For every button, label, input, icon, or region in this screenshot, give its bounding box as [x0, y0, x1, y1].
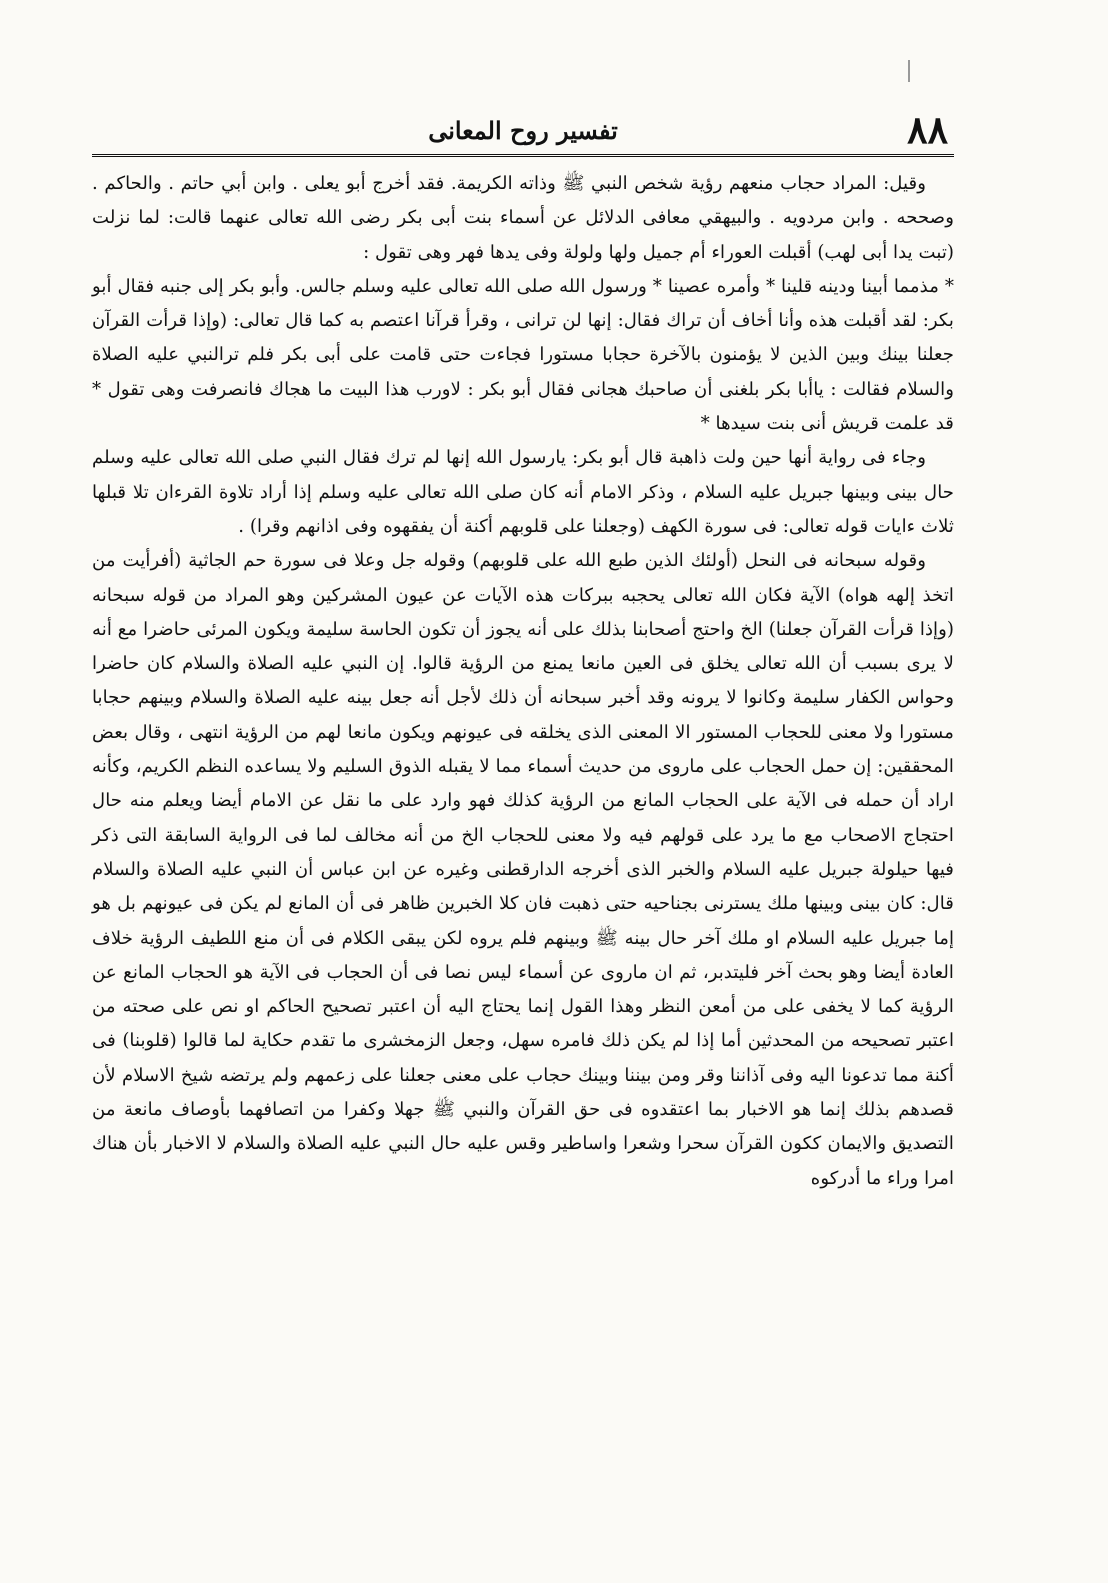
book-page: [92, 108, 954, 1548]
page-header: [92, 108, 954, 157]
scan-mark: [908, 60, 910, 82]
paragraph: وجاء فى رواية أنها حين ولت ذاهبة قال أبو بكر: يارسول الله إنها لم ترك فقال النبي صلى الله تعالى عليه وسلم حال بينى وبينها جبريل عليه السلام ، وذكر الامام أنه كان صلى الله تعالى عليه وسلم إذا أراد تلاوة القرءان تلا قبلها ثلاث ءايات قوله تعالى: فى سورة الكهف (وجعلنا على قلوبهم أكنة أن يفقهوه وفى اذانهم وقرا) .: [92, 447, 954, 537]
paragraph-verse: * مذمما أبينا ودينه قلينا * وأمره عصينا * ورسول الله صلى الله تعالى عليه وسلم جالس. وأبو بكر إلى جنبه فقال أبو بكر: لقد أقبلت هذه وأنا أخاف أن تراك فقال: إنها لن ترانى ، وقرأ قرآنا اعتصم به كما قال تعالى: (وإذا قرأت القرآن جعلنا بينك وبين الذين لا يؤمنون بالآخرة حجابا مستورا فجاءت حتى قامت على أبى بكر فلم ترالنبي عليه الصلاة والسلام فقالت : ياأبا بكر بلغنى أن صاحبك هجانى فقال أبو بكر : لاورب هذا البيت ما هجاك فانصرفت وهى تقول * قد علمت قريش أنى بنت سيدها *: [92, 275, 955, 435]
paragraph: وقيل: المراد حجاب منعهم رؤية شخص النبي ﷺ وذاته الكريمة. فقد أخرج أبو يعلى . وابن أبي حاتم . والحاكم . وصححه . وابن مردويه . والبيهقي معافى الدلائل عن أسماء بنت أبى بكر رضى الله تعالى عنهما قالت: لما نزلت (تبت يدا أبى لهب) أقبلت العوراء أم جميل ولها ولولة وفى يدها فهر وهى تقول :: [92, 173, 954, 263]
page-number: ٨٨: [907, 107, 948, 152]
body-text: [92, 167, 954, 1196]
paragraph: وقوله سبحانه فى النحل (أولئك الذين طبع الله على قلوبهم) وقوله جل وعلا فى سورة حم الجاثية (أفرأيت من اتخذ إلهه هواه) الآية فكان الله تعالى يحجبه ببركات هذه الآيات عن عيون المشركين وهو المراد من قوله سبحانه (وإذا قرأت القرآن جعلنا) الخ واحتج أصحابنا بذلك على أنه يجوز أن تكون الحاسة سليمة ويكون المرئى حاضرا مع أنه لا يرى بسبب أن الله تعالى يخلق فى العين مانعا يمنع من الرؤية قالوا. إن النبي عليه الصلاة والسلام كان حاضرا وحواس الكفار سليمة وكانوا لا يرونه وقد أخبر سبحانه أن ذلك لأجل أنه جعل بينه عليه الصلاة والسلام وبينهم حجابا مستورا ولا معنى للحجاب المستور الا المعنى الذى يخلقه فى عيونهم ويكون مانعا لهم من الرؤية انتهى ، وقال بعض المحققين: إن حمل الحجاب على ماروى من حديث أسماء مما لا يقبله الذوق السليم ولا يساعده النظم الكريم، وكأنه اراد أن حمله فى الآية على الحجاب المانع من الرؤية كذلك فهو وارد على ما نقل عن الامام أيضا ويعلم منه حال احتجاج الاصحاب مع ما يرد على قولهم فيه ولا معنى للحجاب الخ من أنه مخالف لما فى الرواية السابقة التى ذكر فيها حيلولة جبريل عليه السلام والخبر الذى أخرجه الدارقطنى وغيره عن ابن عباس أن النبي عليه الصلاة والسلام قال: كان بينى وبينها ملك يسترنى بجناحيه حتى ذهبت فان كلا الخبرين ظاهر فى أن المانع لم يكن فى عيونهم بل هو إما جبريل عليه السلام او ملك آخر حال بينه ﷺ وبينهم فلم يروه لكن يبقى الكلام فى أن منع اللطيف الرؤية خلاف العادة أيضا وهو بحث آخر فليتدبر، ثم ان ماروى عن أسماء ليس نصا فى أن الحجاب فى الآية هو الحجاب المانع عن الرؤية كما لا يخفى على من أمعن النظر وهذا القول إنما يحتاج اليه أن اعتبر تصحيح الحاكم او نص على صحته من اعتبر تصحيحه من المحدثين أما إذا لم يكن ذلك فامره سهل، وجعل الزمخشرى ما تقدم حكاية لما قالوا (قلوبنا) فى أكنة مما تدعونا اليه وفى آذاننا وقر ومن بيننا وبينك حجاب على معنى جعلنا على زعمهم ولم يرتضه شيخ الاسلام لأن قصدهم بذلك إنما هو الاخبار بما اعتقدوه فى حق القرآن والنبي ﷺ جهلا وكفرا من اتصافهما بأوصاف مانعة من التصديق والايمان ككون القرآن سحرا وشعرا واساطير وقس عليه حال النبي عليه الصلاة والسلام لا الاخبار بأن هناك امرا وراء ما أدركوه: [92, 550, 954, 1189]
running-title: تفسير روح المعانى: [428, 116, 618, 145]
